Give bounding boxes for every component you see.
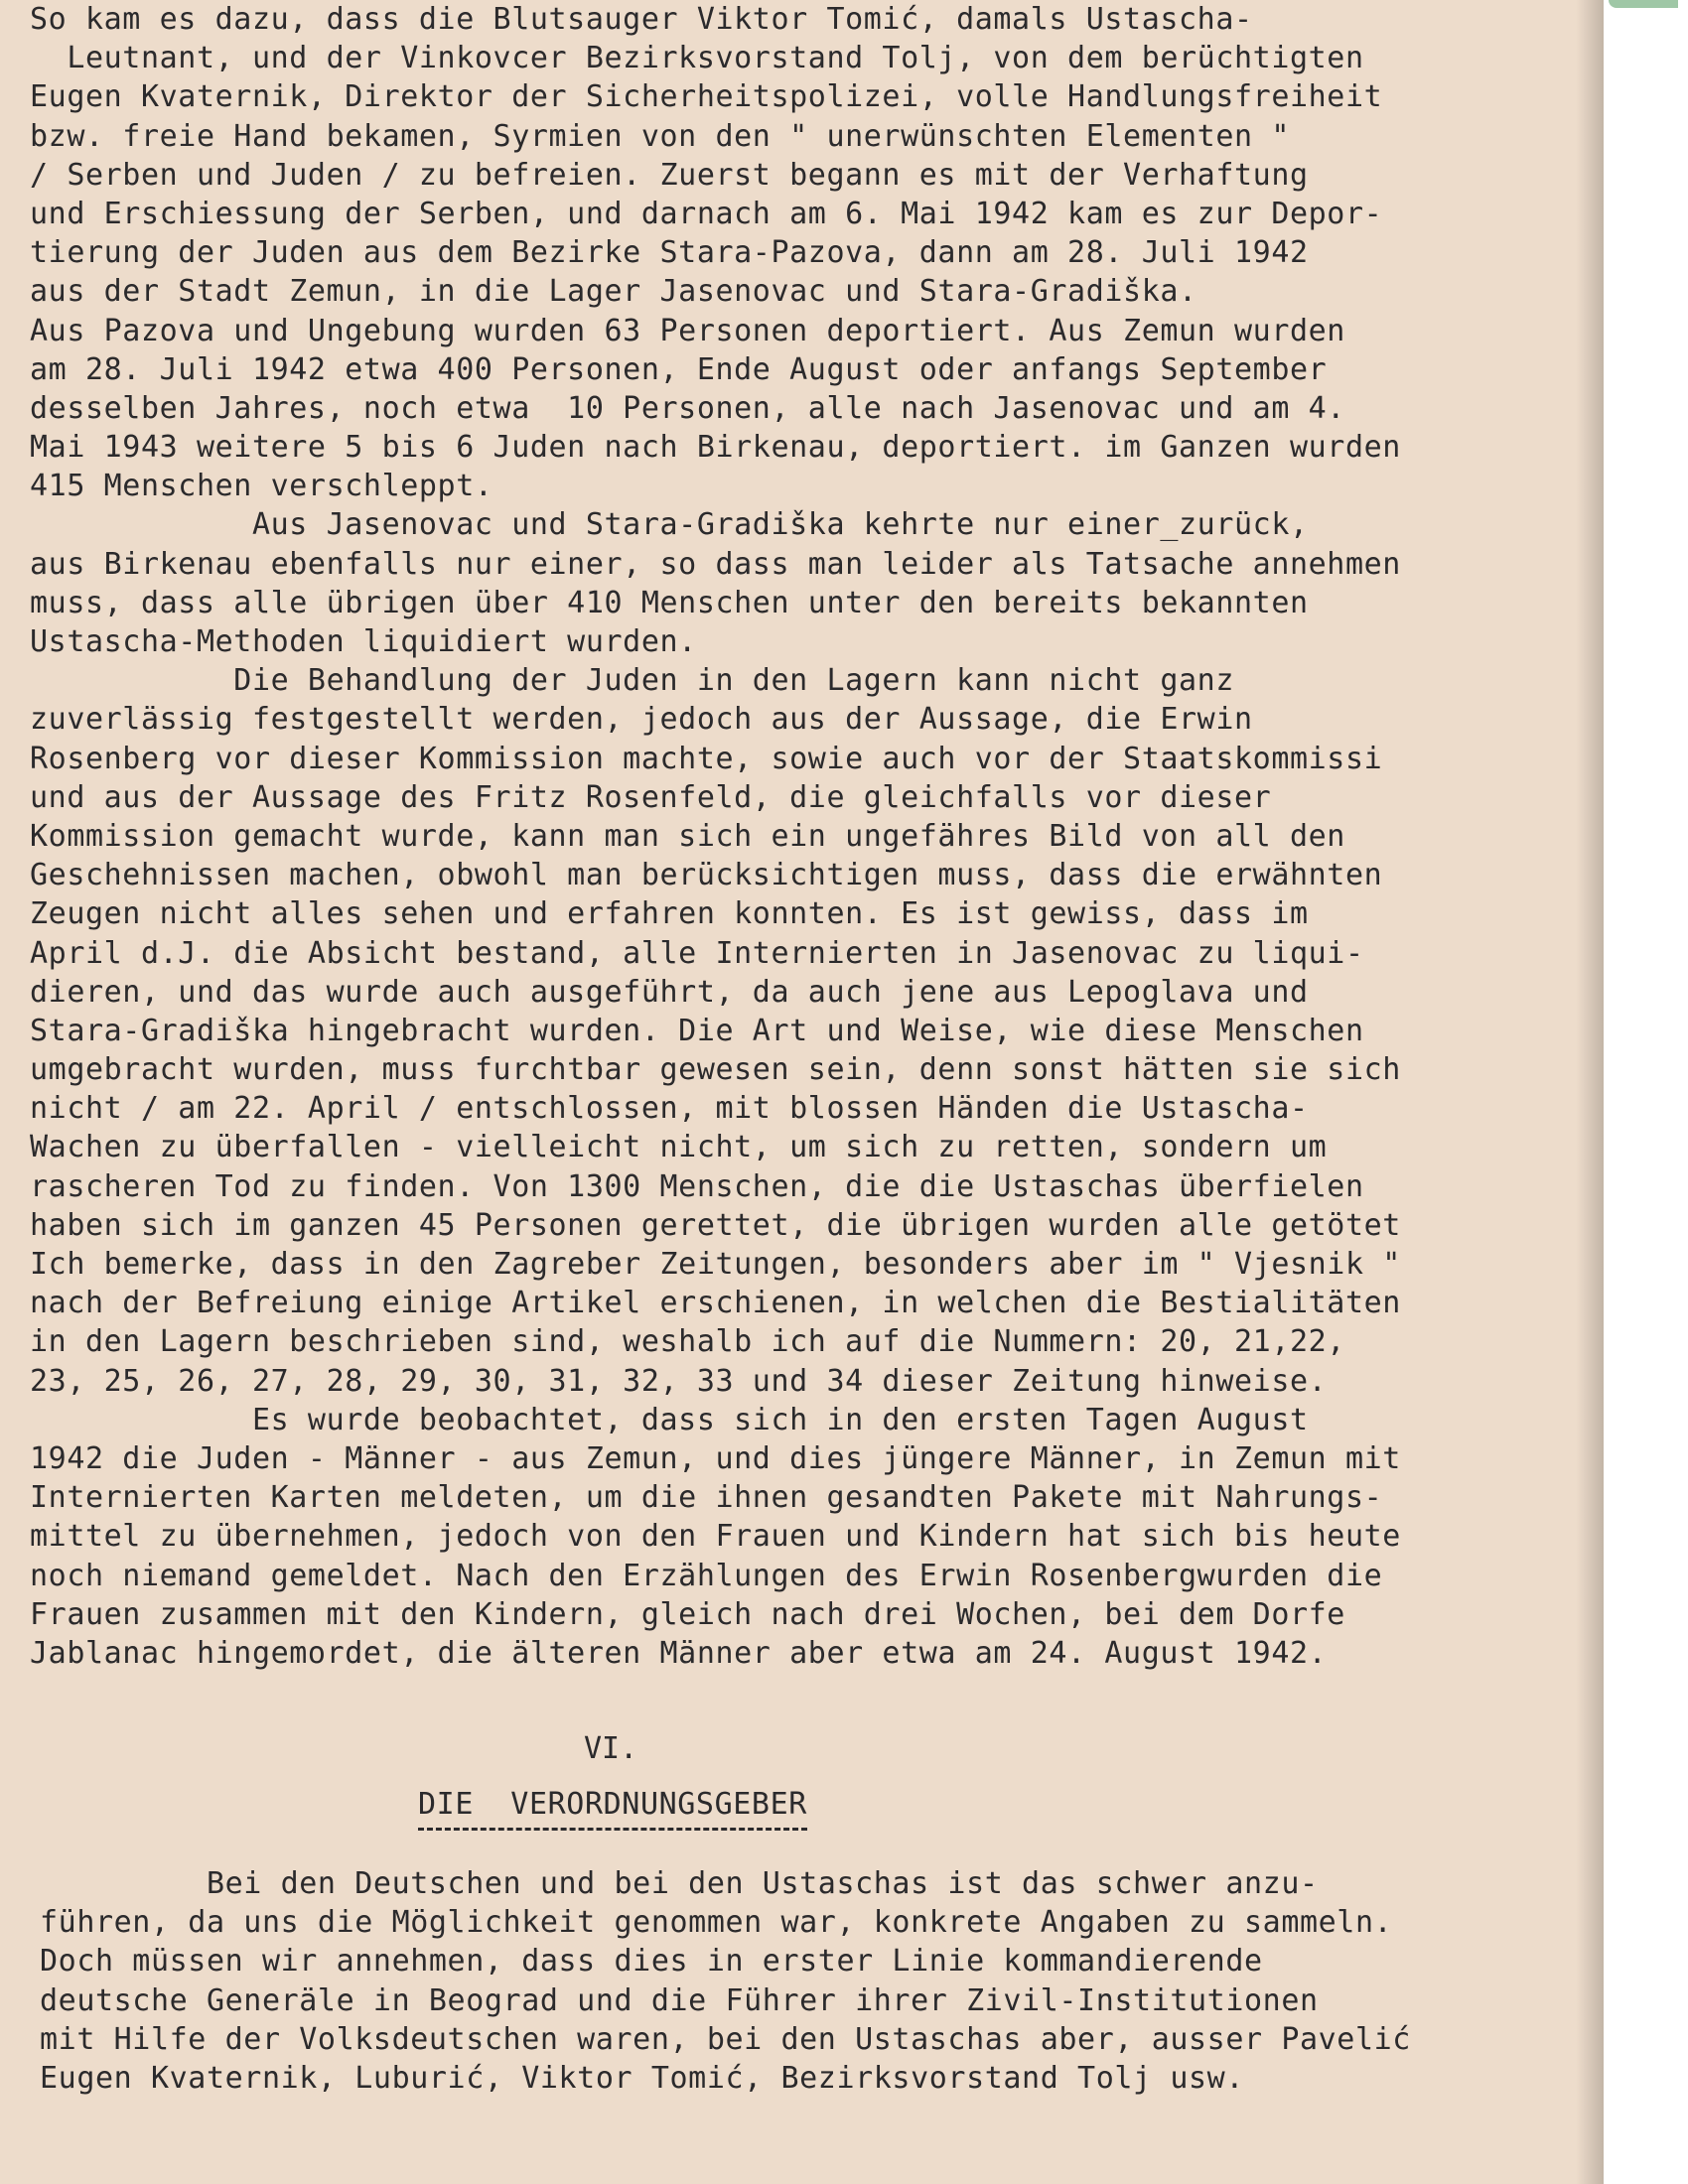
text-line: Rosenberg vor dieser Kommission machte, sowie auch vor der Staatskommissi xyxy=(30,741,1383,776)
text-line: 23, 25, 26, 27, 28, 29, 30, 31, 32, 33 und 34 dieser Zeitung hinweise. xyxy=(30,1363,1328,1399)
scan-margin xyxy=(1604,0,1688,2184)
text-line: Bei den Deutschen und bei den Ustaschas ist das schwer anzu- xyxy=(40,1866,1319,1901)
text-line: Frauen zusammen mit den Kindern, gleich nach drei Wochen, bei dem Dorfe xyxy=(30,1596,1345,1632)
text-line: mittel zu übernehmen, jedoch von den Frauen und Kindern hat sich bis heute xyxy=(30,1519,1401,1555)
text-line: Doch müssen wir annehmen, dass dies in erster Linie kommandierende xyxy=(40,1944,1263,1979)
text-line: am 28. Juli 1942 etwa 400 Personen, Ende August oder anfangs September xyxy=(30,351,1328,387)
text-line: desselben Jahres, noch etwa 10 Personen, alle nach Jasenovac und am 4. xyxy=(30,390,1345,426)
text-line: Aus Jasenovac und Stara-Gradiška kehrte nur einer_zurück, xyxy=(30,507,1309,543)
text-line: nicht / am 22. April / entschlossen, mit blossen Händen die Ustascha- xyxy=(30,1091,1309,1127)
text-line: tierung der Juden aus dem Bezirke Stara-Pazova, dann am 28. Juli 1942 xyxy=(30,235,1309,271)
section-text xyxy=(40,1864,1599,2098)
text-line: bzw. freie Hand bekamen, Syrmien von den " unerwünschten Elementen " xyxy=(30,118,1290,154)
text-line: deutsche Generäle in Beograd und die Führer ihrer Zivil-Institutionen xyxy=(40,1982,1319,2018)
text-line: in den Lagern beschrieben sind, weshalb ich auf die Nummern: 20, 21,22, xyxy=(30,1324,1345,1360)
corner-tab xyxy=(1609,0,1678,8)
text-line: 415 Menschen verschleppt. xyxy=(30,469,493,504)
body-text xyxy=(30,0,1599,1673)
text-line: Stara-Gradiška hingebracht wurden. Die Art und Weise, wie diese Menschen xyxy=(30,1013,1364,1048)
text-line: umgebracht wurden, muss furchtbar gewesen sein, denn sonst hätten sie sich xyxy=(30,1052,1401,1088)
text-line: muss, dass alle übrigen über 410 Menschen unter den bereits bekannten xyxy=(30,585,1309,620)
text-line: dieren, und das wurde auch ausgeführt, da auch jene aus Lepoglava und xyxy=(30,974,1309,1010)
text-line: zuverlässig festgestellt werden, jedoch aus der Aussage, die Erwin xyxy=(30,702,1253,738)
text-line: Eugen Kvaternik, Direktor der Sicherheitspolizei, volle Handlungsfreiheit xyxy=(30,79,1383,115)
text-line: Kommission gemacht wurde, kann man sich ein ungefähres Bild von all den xyxy=(30,818,1345,854)
text-line: Die Behandlung der Juden in den Lagern kann nicht ganz xyxy=(30,663,1234,699)
text-line: Eugen Kvaternik, Luburić, Viktor Tomić, Bezirksvorstand Tolj usw. xyxy=(40,2060,1244,2096)
section-title: DIE VERORDNUNGSGEBER xyxy=(418,1787,807,1831)
text-line: Ustascha-Methoden liquidiert wurden. xyxy=(30,624,697,659)
text-line: Aus Pazova und Ungebung wurden 63 Personen deportiert. Aus Zemun wurden xyxy=(30,313,1345,348)
text-line: Geschehnissen machen, obwohl man berücksichtigen muss, dass die erwähnten xyxy=(30,858,1383,893)
text-line: rascheren Tod zu finden. Von 1300 Menschen, die die Ustaschas überfielen xyxy=(30,1168,1364,1204)
text-line: aus Birkenau ebenfalls nur einer, so dass man leider als Tatsache annehmen xyxy=(30,546,1401,582)
text-line: führen, da uns die Möglichkeit genommen war, konkrete Angaben zu sammeln. xyxy=(40,1905,1393,1941)
text-line: Mai 1943 weitere 5 bis 6 Juden nach Birkenau, deportiert. im Ganzen wurden xyxy=(30,430,1401,466)
text-line: und Erschiessung der Serben, und darnach am 6. Mai 1942 kam es zur Depor- xyxy=(30,196,1383,231)
text-line: aus der Stadt Zemun, in die Lager Jasenovac und Stara-Gradiška. xyxy=(30,274,1197,310)
text-line: mit Hilfe der Volksdeutschen waren, bei den Ustaschas aber, ausser Pavelić xyxy=(40,2021,1411,2057)
text-line: 1942 die Juden - Männer - aus Zemun, und dies jüngere Männer, in Zemun mit xyxy=(30,1440,1401,1476)
text-line: Leutnant, und der Vinkovcer Bezirksvorstand Tolj, von dem berüchtigten xyxy=(30,41,1364,76)
text-line: haben sich im ganzen 45 Personen gerettet, die übrigen wurden alle getötet xyxy=(30,1207,1401,1243)
section-number: VI. xyxy=(584,1731,638,1766)
text-line: und aus der Aussage des Fritz Rosenfeld, die gleichfalls vor dieser xyxy=(30,779,1272,815)
text-line: Zeugen nicht alles sehen und erfahren konnten. Es ist gewiss, dass im xyxy=(30,896,1309,932)
text-line: / Serben und Juden / zu befreien. Zuerst begann es mit der Verhaftung xyxy=(30,157,1309,193)
text-line: Wachen zu überfallen - vielleicht nicht, um sich zu retten, sondern um xyxy=(30,1130,1328,1165)
text-line: nach der Befreiung einige Artikel erschienen, in welchen die Bestialitäten xyxy=(30,1286,1401,1321)
text-line: So kam es dazu, dass die Blutsauger Viktor Tomić, damals Ustascha- xyxy=(30,2,1253,37)
text-line: Ich bemerke, dass in den Zagreber Zeitungen, besonders aber im " Vjesnik " xyxy=(30,1247,1401,1282)
text-line: Jablanac hingemordet, die älteren Männer aber etwa am 24. August 1942. xyxy=(30,1635,1328,1671)
text-line: April d.J. die Absicht bestand, alle Internierten in Jasenovac zu liqui- xyxy=(30,935,1364,971)
text-line: noch niemand gemeldet. Nach den Erzählungen des Erwin Rosenbergwurden die xyxy=(30,1558,1383,1593)
text-line: Es wurde beobachtet, dass sich in den ersten Tagen August xyxy=(30,1402,1309,1437)
text-line: Internierten Karten meldeten, um die ihnen gesandten Pakete mit Nahrungs- xyxy=(30,1480,1383,1516)
